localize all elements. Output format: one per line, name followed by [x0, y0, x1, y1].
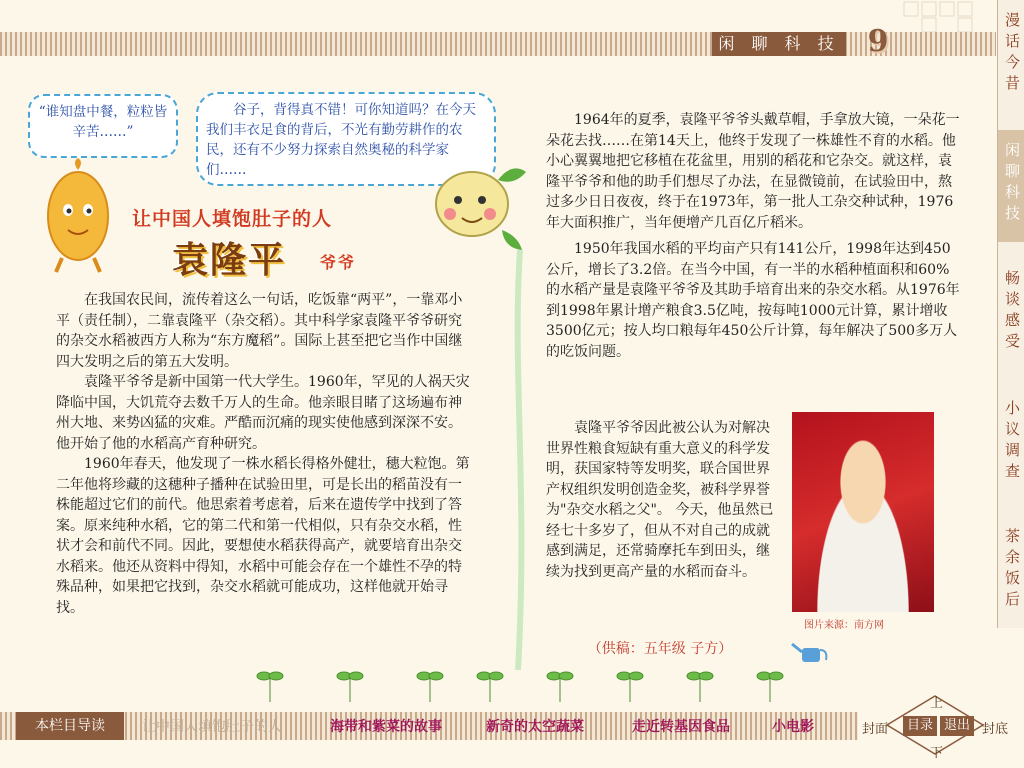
side-nav: [997, 0, 1024, 628]
portrait-photo: [792, 412, 934, 612]
article-paragraph: 1950年我国水稻的平均亩产只有141公斤，1998年达到450公斤，增长了3.2倍。在当今中国，有一半的水稻种植面积和60%的水稻产量是袁隆平爷爷及其助手培育出来的杂交水稻。从1976年到1998年累计增产粮食3.5亿吨，按每吨1000元计算，累计增收3500亿元；按人均口粮每年450公斤计算，每年解决了500多万人的吃饭问题。: [546, 241, 960, 360]
article-credit: （供稿：五年级 子方）: [587, 641, 733, 657]
section-label: 闲 聊 科 技: [712, 32, 846, 56]
side-nav-item-science[interactable]: [998, 130, 1024, 242]
nav-toc-button[interactable]: 目录: [903, 716, 937, 736]
article-subject-name: 袁隆平: [172, 240, 287, 281]
article-left-column: [56, 290, 470, 618]
seed-character-icon: [420, 160, 530, 252]
article-paragraph: 1960年春天，他发现了一株水稻长得格外健壮，穗大粒饱。第二年他将珍藏的这穗种子播种在试验田里，可是长出的稻苗没有一株能超过它们的前代。他思索着考虑着，后来在遗传学中找到了答案。原来纯种水稻，它的第二代和第一代相似，只有杂交水稻，性状才会和前代不同。因此，要想使水稻获得高产，就要培育出杂交水稻来。他还从资料中得知，水稻中可能会存在一个雄性不孕的特殊品种，如果把它找到，杂交水稻就可能成功，这样他就开始寻找。: [56, 456, 470, 616]
article-title: 让中国人填饱肚子的人: [132, 208, 333, 230]
article-subject-suffix: 爷爷: [320, 253, 357, 272]
speech-bubble-right-text: 谷子，背得真不错！可你知道吗？在今天我们丰衣足食的背后，不光有勤劳耕作的农民，还有不少努力探索自然奥秘的科学家们……: [206, 102, 476, 178]
side-nav-label: 茶余饭后: [1003, 528, 1021, 612]
page-number: 9: [867, 24, 889, 59]
side-nav-item-leisure[interactable]: [998, 520, 1024, 628]
bottom-link-mini-movie[interactable]: 小电影: [772, 719, 814, 735]
side-nav-item-survey[interactable]: [998, 392, 1024, 502]
side-nav-label: 闲聊科技: [1003, 142, 1021, 226]
side-nav-label: 小议调查: [1003, 400, 1021, 484]
nav-cover-button[interactable]: 封面: [862, 722, 889, 737]
article-paragraph: 袁隆平爷爷是新中国第一代大学生。1960年，罕见的人祸天灾降临中国，大饥荒夺去数千万人的生命。他亲眼目睹了这场遍布神州大地、来势凶猛的灾难。严酷而沉痛的现实使他感到深深不安。他开始了他的水稻高产育种研究。: [56, 374, 470, 452]
stem-divider-icon: [508, 250, 532, 670]
article-paragraph: 1964年的夏季，袁隆平爷爷头戴草帽，手拿放大镜，一朵花一朵花去找……在第14天上，他终于发现了一株雄性不育的水稻。他小心翼翼地把它移植在花盆里，用别的稻花和它杂交。就这样，袁隆平爷爷和他的助手们想尽了办法，在显微镜前，在试验田中，熬过多少日日夜夜，终于在1973年，第一批人工杂交种试种，1976年大面积推广，当年便增产几百亿斤稻米。: [546, 112, 960, 231]
bottom-link-kelp-story[interactable]: 海带和紫菜的故事: [330, 719, 442, 735]
watering-can-icon: [790, 640, 830, 670]
bottom-link-gm-food[interactable]: 走近转基因食品: [632, 719, 730, 735]
decor-grid-icon: [900, 0, 996, 32]
side-nav-item-feelings[interactable]: [998, 262, 1024, 372]
photo-caption: 图片来源：南方网: [804, 620, 884, 631]
sprouts-decoration-icon: [250, 664, 790, 704]
nav-up-button[interactable]: 上: [930, 696, 944, 711]
bottom-link-current[interactable]: 让中国人填饱肚子的人: [142, 719, 282, 735]
column-guide-label: 本栏目导读: [16, 712, 124, 740]
nav-back-cover-button[interactable]: 封底: [982, 722, 1009, 737]
article-right-narrow-column: [546, 418, 774, 582]
rice-grain-character-icon: [38, 158, 118, 276]
side-nav-item-past-present[interactable]: [998, 8, 1024, 112]
bottom-link-space-vegetables[interactable]: 新奇的太空蔬菜: [486, 719, 584, 735]
header-bar: [0, 32, 996, 56]
side-nav-label: 漫话今昔: [1003, 12, 1021, 96]
article-paragraph: 在我国农民间，流传着这么一句话，吃饭靠“两平”，一靠邓小平（责任制），二靠袁隆平（杂交稻）。其中科学家袁隆平爷爷研究的杂交水稻被西方人称为“东方魔稻”。国际上甚至把它当作中国继四大发明之后的第五大发明。: [56, 292, 463, 370]
speech-bubble-left: “谁知盘中餐，粒粒皆辛苦……”: [28, 94, 178, 158]
side-nav-label: 畅谈感受: [1003, 270, 1021, 354]
article-right-column: [546, 110, 960, 368]
article-paragraph: 袁隆平爷爷因此被公认为对解决世界性粮食短缺有重大意义的科学发明，获国家特等发明奖，联合国世界产权组织发明创造金奖，被科学界誉为"杂交水稻之父"。 今天，他虽然已经七十多岁了，但从不对自己的成就感到满足，还常骑摩托车到田头，继续为找到更高产量的水稻而奋斗。: [546, 420, 774, 580]
nav-exit-button[interactable]: 退出: [940, 716, 974, 736]
nav-down-button[interactable]: 下: [930, 746, 944, 761]
